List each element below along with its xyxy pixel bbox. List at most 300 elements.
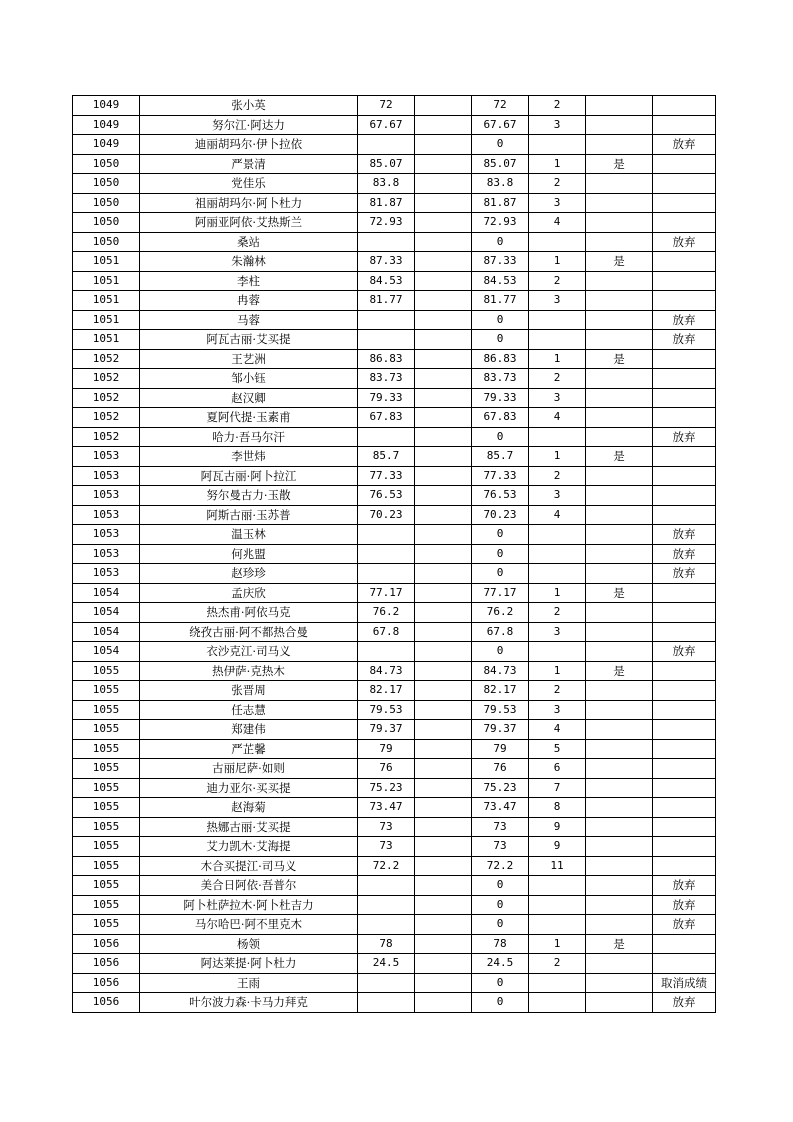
selected-cell <box>586 232 653 252</box>
score-a-cell: 76 <box>358 759 415 779</box>
total-cell: 79.53 <box>472 700 529 720</box>
total-cell: 82.17 <box>472 681 529 701</box>
id-cell: 1052 <box>73 408 140 428</box>
table-row <box>73 681 716 701</box>
score-b-cell <box>415 564 472 584</box>
score-b-cell <box>415 330 472 350</box>
score-a-cell <box>358 135 415 155</box>
name-cell: 朱瀚林 <box>140 252 358 272</box>
id-cell: 1050 <box>73 232 140 252</box>
score-a-cell: 83.73 <box>358 369 415 389</box>
score-b-cell <box>415 778 472 798</box>
remark-cell <box>653 622 716 642</box>
table-row <box>73 330 716 350</box>
score-b-cell <box>415 252 472 272</box>
id-cell: 1053 <box>73 564 140 584</box>
total-cell: 0 <box>472 915 529 935</box>
selected-cell <box>586 778 653 798</box>
name-cell: 哈力·吾马尔汗 <box>140 427 358 447</box>
name-cell: 郑建伟 <box>140 720 358 740</box>
rank-cell <box>529 427 586 447</box>
id-cell: 1055 <box>73 661 140 681</box>
table-row <box>73 291 716 311</box>
total-cell: 67.8 <box>472 622 529 642</box>
table-row <box>73 486 716 506</box>
name-cell: 祖丽胡玛尔·阿卜杜力 <box>140 193 358 213</box>
name-cell: 阿瓦古丽·艾买提 <box>140 330 358 350</box>
id-cell: 1053 <box>73 447 140 467</box>
table-row <box>73 603 716 623</box>
remark-cell: 放弃 <box>653 564 716 584</box>
table-row <box>73 817 716 837</box>
rank-cell <box>529 310 586 330</box>
total-cell: 72.2 <box>472 856 529 876</box>
rank-cell: 3 <box>529 700 586 720</box>
score-b-cell <box>415 271 472 291</box>
remark-cell <box>653 720 716 740</box>
score-b-cell <box>415 544 472 564</box>
score-a-cell: 77.17 <box>358 583 415 603</box>
name-cell: 任志慧 <box>140 700 358 720</box>
remark-cell <box>653 661 716 681</box>
name-cell: 张小英 <box>140 96 358 116</box>
remark-cell <box>653 837 716 857</box>
name-cell: 古丽尼萨·如则 <box>140 759 358 779</box>
remark-cell: 放弃 <box>653 427 716 447</box>
score-a-cell: 83.8 <box>358 174 415 194</box>
selected-cell <box>586 798 653 818</box>
remark-cell <box>653 505 716 525</box>
rank-cell: 1 <box>529 447 586 467</box>
name-cell: 衣沙克江·司马义 <box>140 642 358 662</box>
total-cell: 70.23 <box>472 505 529 525</box>
rank-cell: 6 <box>529 759 586 779</box>
selected-cell <box>586 544 653 564</box>
selected-cell <box>586 817 653 837</box>
total-cell: 0 <box>472 642 529 662</box>
selected-cell: 是 <box>586 154 653 174</box>
id-cell: 1052 <box>73 388 140 408</box>
total-cell: 0 <box>472 525 529 545</box>
remark-cell <box>653 174 716 194</box>
total-cell: 86.83 <box>472 349 529 369</box>
rank-cell: 2 <box>529 603 586 623</box>
rank-cell <box>529 993 586 1013</box>
selected-cell <box>586 466 653 486</box>
score-b-cell <box>415 661 472 681</box>
table-row <box>73 525 716 545</box>
id-cell: 1055 <box>73 895 140 915</box>
score-a-cell: 76.2 <box>358 603 415 623</box>
remark-cell: 取消成绩 <box>653 973 716 993</box>
table-row <box>73 427 716 447</box>
total-cell: 76.53 <box>472 486 529 506</box>
name-cell: 阿丽亚阿依·艾热斯兰 <box>140 213 358 233</box>
score-b-cell <box>415 817 472 837</box>
remark-cell <box>653 486 716 506</box>
score-b-cell <box>415 447 472 467</box>
table-row <box>73 993 716 1013</box>
id-cell: 1054 <box>73 583 140 603</box>
selected-cell <box>586 973 653 993</box>
id-cell: 1053 <box>73 466 140 486</box>
total-cell: 75.23 <box>472 778 529 798</box>
remark-cell <box>653 603 716 623</box>
id-cell: 1055 <box>73 739 140 759</box>
rank-cell <box>529 642 586 662</box>
score-b-cell <box>415 505 472 525</box>
score-a-cell: 75.23 <box>358 778 415 798</box>
rank-cell: 5 <box>529 739 586 759</box>
id-cell: 1052 <box>73 427 140 447</box>
rank-cell <box>529 135 586 155</box>
name-cell: 夏阿代提·玉素甫 <box>140 408 358 428</box>
id-cell: 1051 <box>73 252 140 272</box>
rank-cell: 3 <box>529 193 586 213</box>
name-cell: 艾力凯木·艾海提 <box>140 837 358 857</box>
rank-cell: 3 <box>529 291 586 311</box>
remark-cell <box>653 778 716 798</box>
name-cell: 迪力亚尔·买买提 <box>140 778 358 798</box>
id-cell: 1053 <box>73 486 140 506</box>
score-b-cell <box>415 720 472 740</box>
rank-cell: 1 <box>529 583 586 603</box>
rank-cell: 4 <box>529 408 586 428</box>
id-cell: 1056 <box>73 954 140 974</box>
remark-cell <box>653 271 716 291</box>
table-row <box>73 661 716 681</box>
total-cell: 84.53 <box>472 271 529 291</box>
id-cell: 1049 <box>73 135 140 155</box>
rank-cell: 3 <box>529 622 586 642</box>
score-a-cell: 72.93 <box>358 213 415 233</box>
id-cell: 1056 <box>73 934 140 954</box>
id-cell: 1056 <box>73 993 140 1013</box>
total-cell: 73 <box>472 837 529 857</box>
score-b-cell <box>415 973 472 993</box>
score-a-cell <box>358 915 415 935</box>
name-cell: 党佳乐 <box>140 174 358 194</box>
remark-cell <box>653 700 716 720</box>
total-cell: 0 <box>472 544 529 564</box>
name-cell: 热杰甫·阿依马克 <box>140 603 358 623</box>
remark-cell <box>653 856 716 876</box>
score-b-cell <box>415 466 472 486</box>
total-cell: 0 <box>472 564 529 584</box>
rank-cell: 2 <box>529 954 586 974</box>
table-row <box>73 876 716 896</box>
table-row <box>73 798 716 818</box>
name-cell: 马蓉 <box>140 310 358 330</box>
score-a-cell: 79.33 <box>358 388 415 408</box>
name-cell: 马尔哈巴·阿不里克木 <box>140 915 358 935</box>
score-b-cell <box>415 408 472 428</box>
score-a-cell: 86.83 <box>358 349 415 369</box>
total-cell: 79.37 <box>472 720 529 740</box>
table-row <box>73 895 716 915</box>
table-row <box>73 271 716 291</box>
score-b-cell <box>415 759 472 779</box>
score-a-cell <box>358 973 415 993</box>
total-cell: 76 <box>472 759 529 779</box>
remark-cell <box>653 213 716 233</box>
id-cell: 1054 <box>73 622 140 642</box>
remark-cell <box>653 154 716 174</box>
id-cell: 1051 <box>73 330 140 350</box>
score-a-cell: 76.53 <box>358 486 415 506</box>
score-b-cell <box>415 388 472 408</box>
score-b-cell <box>415 642 472 662</box>
remark-cell: 放弃 <box>653 330 716 350</box>
selected-cell <box>586 330 653 350</box>
rank-cell: 2 <box>529 96 586 116</box>
remark-cell: 放弃 <box>653 876 716 896</box>
total-cell: 72.93 <box>472 213 529 233</box>
remark-cell <box>653 817 716 837</box>
name-cell: 阿达莱提·阿卜杜力 <box>140 954 358 974</box>
score-a-cell: 79.53 <box>358 700 415 720</box>
selected-cell: 是 <box>586 583 653 603</box>
total-cell: 81.87 <box>472 193 529 213</box>
remark-cell: 放弃 <box>653 642 716 662</box>
id-cell: 1055 <box>73 856 140 876</box>
score-a-cell <box>358 330 415 350</box>
score-b-cell <box>415 486 472 506</box>
score-b-cell <box>415 427 472 447</box>
total-cell: 83.73 <box>472 369 529 389</box>
rank-cell: 8 <box>529 798 586 818</box>
selected-cell: 是 <box>586 661 653 681</box>
id-cell: 1051 <box>73 291 140 311</box>
selected-cell <box>586 388 653 408</box>
score-b-cell <box>415 856 472 876</box>
remark-cell: 放弃 <box>653 525 716 545</box>
id-cell: 1055 <box>73 759 140 779</box>
selected-cell: 是 <box>586 934 653 954</box>
remark-cell <box>653 388 716 408</box>
table-row <box>73 135 716 155</box>
name-cell: 温玉林 <box>140 525 358 545</box>
score-a-cell: 77.33 <box>358 466 415 486</box>
table-row <box>73 252 716 272</box>
table-row <box>73 583 716 603</box>
table-row <box>73 96 716 116</box>
total-cell: 85.7 <box>472 447 529 467</box>
remark-cell <box>653 193 716 213</box>
remark-cell <box>653 739 716 759</box>
name-cell: 何兆盟 <box>140 544 358 564</box>
table-row <box>73 642 716 662</box>
score-a-cell <box>358 310 415 330</box>
remark-cell: 放弃 <box>653 232 716 252</box>
id-cell: 1054 <box>73 603 140 623</box>
remark-cell <box>653 96 716 116</box>
table-row <box>73 622 716 642</box>
total-cell: 87.33 <box>472 252 529 272</box>
name-cell: 叶尔波力森·卡马力拜克 <box>140 993 358 1013</box>
selected-cell <box>586 856 653 876</box>
remark-cell <box>653 349 716 369</box>
score-b-cell <box>415 525 472 545</box>
id-cell: 1054 <box>73 642 140 662</box>
remark-cell <box>653 115 716 135</box>
selected-cell <box>586 505 653 525</box>
total-cell: 67.67 <box>472 115 529 135</box>
selected-cell <box>586 96 653 116</box>
table-row <box>73 505 716 525</box>
remark-cell <box>653 291 716 311</box>
remark-cell <box>653 466 716 486</box>
name-cell: 赵汉卿 <box>140 388 358 408</box>
id-cell: 1055 <box>73 915 140 935</box>
rank-cell <box>529 544 586 564</box>
remark-cell <box>653 408 716 428</box>
score-a-cell: 87.33 <box>358 252 415 272</box>
table-row <box>73 739 716 759</box>
remark-cell: 放弃 <box>653 544 716 564</box>
id-cell: 1055 <box>73 700 140 720</box>
name-cell: 桑站 <box>140 232 358 252</box>
rank-cell: 1 <box>529 661 586 681</box>
selected-cell <box>586 525 653 545</box>
table-row <box>73 154 716 174</box>
table-row <box>73 115 716 135</box>
table-row <box>73 973 716 993</box>
score-b-cell <box>415 135 472 155</box>
score-b-cell <box>415 193 472 213</box>
score-b-cell <box>415 583 472 603</box>
rank-cell: 3 <box>529 486 586 506</box>
total-cell: 77.17 <box>472 583 529 603</box>
score-a-cell <box>358 895 415 915</box>
total-cell: 79.33 <box>472 388 529 408</box>
score-b-cell <box>415 603 472 623</box>
rank-cell: 2 <box>529 369 586 389</box>
name-cell: 王雨 <box>140 973 358 993</box>
table-row <box>73 954 716 974</box>
total-cell: 73 <box>472 817 529 837</box>
score-table <box>72 95 716 1013</box>
table-row <box>73 310 716 330</box>
name-cell: 孟庆欣 <box>140 583 358 603</box>
total-cell: 77.33 <box>472 466 529 486</box>
remark-cell <box>653 447 716 467</box>
score-b-cell <box>415 622 472 642</box>
selected-cell <box>586 739 653 759</box>
rank-cell: 11 <box>529 856 586 876</box>
score-b-cell <box>415 876 472 896</box>
name-cell: 迪丽胡玛尔·伊卜拉依 <box>140 135 358 155</box>
selected-cell <box>586 427 653 447</box>
table-row <box>73 759 716 779</box>
total-cell: 73.47 <box>472 798 529 818</box>
score-a-cell: 82.17 <box>358 681 415 701</box>
total-cell: 67.83 <box>472 408 529 428</box>
table-body <box>73 96 716 1013</box>
selected-cell <box>586 837 653 857</box>
rank-cell: 3 <box>529 388 586 408</box>
remark-cell <box>653 954 716 974</box>
id-cell: 1055 <box>73 817 140 837</box>
rank-cell <box>529 232 586 252</box>
total-cell: 85.07 <box>472 154 529 174</box>
score-a-cell: 67.67 <box>358 115 415 135</box>
score-a-cell <box>358 642 415 662</box>
table-row <box>73 408 716 428</box>
total-cell: 84.73 <box>472 661 529 681</box>
rank-cell: 1 <box>529 154 586 174</box>
table-row <box>73 720 716 740</box>
score-b-cell <box>415 895 472 915</box>
id-cell: 1053 <box>73 505 140 525</box>
name-cell: 热伊萨·克热木 <box>140 661 358 681</box>
id-cell: 1050 <box>73 154 140 174</box>
remark-cell <box>653 252 716 272</box>
selected-cell <box>586 115 653 135</box>
score-b-cell <box>415 369 472 389</box>
id-cell: 1049 <box>73 115 140 135</box>
id-cell: 1055 <box>73 798 140 818</box>
score-a-cell <box>358 993 415 1013</box>
name-cell: 严景清 <box>140 154 358 174</box>
id-cell: 1055 <box>73 778 140 798</box>
rank-cell: 4 <box>529 213 586 233</box>
rank-cell: 1 <box>529 349 586 369</box>
score-b-cell <box>415 798 472 818</box>
selected-cell <box>586 642 653 662</box>
total-cell: 81.77 <box>472 291 529 311</box>
rank-cell <box>529 895 586 915</box>
name-cell: 李世炜 <box>140 447 358 467</box>
remark-cell <box>653 681 716 701</box>
score-b-cell <box>415 154 472 174</box>
score-a-cell: 70.23 <box>358 505 415 525</box>
score-a-cell: 85.07 <box>358 154 415 174</box>
score-a-cell: 72.2 <box>358 856 415 876</box>
id-cell: 1052 <box>73 349 140 369</box>
id-cell: 1051 <box>73 271 140 291</box>
name-cell: 王艺洲 <box>140 349 358 369</box>
table-row <box>73 213 716 233</box>
id-cell: 1055 <box>73 876 140 896</box>
id-cell: 1052 <box>73 369 140 389</box>
table-row <box>73 837 716 857</box>
score-b-cell <box>415 291 472 311</box>
score-a-cell: 73 <box>358 837 415 857</box>
id-cell: 1055 <box>73 837 140 857</box>
table-row <box>73 447 716 467</box>
selected-cell <box>586 915 653 935</box>
selected-cell <box>586 271 653 291</box>
name-cell: 冉蓉 <box>140 291 358 311</box>
score-a-cell: 84.53 <box>358 271 415 291</box>
selected-cell <box>586 895 653 915</box>
table-row <box>73 174 716 194</box>
score-a-cell <box>358 427 415 447</box>
id-cell: 1050 <box>73 174 140 194</box>
name-cell: 绕孜古丽·阿不都热合曼 <box>140 622 358 642</box>
table-row <box>73 544 716 564</box>
rank-cell <box>529 973 586 993</box>
rank-cell: 9 <box>529 817 586 837</box>
total-cell: 83.8 <box>472 174 529 194</box>
total-cell: 0 <box>472 232 529 252</box>
selected-cell <box>586 603 653 623</box>
id-cell: 1051 <box>73 310 140 330</box>
score-b-cell <box>415 96 472 116</box>
table-row <box>73 369 716 389</box>
total-cell: 24.5 <box>472 954 529 974</box>
